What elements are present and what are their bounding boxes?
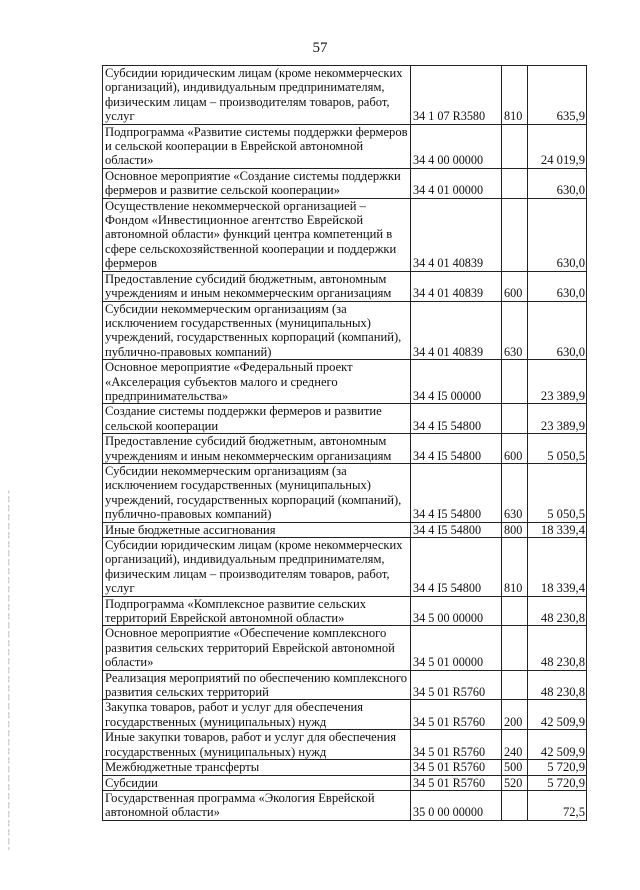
table-row [103,596,587,626]
row-amount: 23 389,9 [528,360,587,404]
row-name: Основное мероприятие «Федеральный проект «Акселерация субъектов малого и среднего предпринимательства» [103,360,411,404]
row-amount: 630,0 [528,198,587,271]
row-expense-type: 600 [502,434,528,464]
row-expense-type: 810 [502,538,528,597]
row-expense-type: 600 [502,271,528,301]
binding-margin-marks: ¦ ¦ ¦ ¦ ¦ ¦ ¦ ¦ ¦ ¦ ¦ ¦ ¦ ¦ ¦ ¦ ¦ ¦ ¦ ¦ ¦ ¦ ¦ ¦ ¦ ¦ ¦ ¦ ¦ ¦ ¦ ¦ ¦ ¦ ¦ ¦ ¦ ¦ ¦ ¦ [8,489,10,850]
row-amount: 5 050,5 [528,434,587,464]
row-amount: 630,0 [528,271,587,301]
row-code: 34 4 I5 54800 [411,404,502,434]
row-name: Иные бюджетные ассигнования [103,522,411,537]
budget-table [102,65,587,821]
row-name: Подпрограмма «Развитие системы поддержки фермеров и сельской кооперации в Еврейской автономной области» [103,124,411,168]
row-expense-type [502,670,528,700]
table-row [103,271,587,301]
row-expense-type [502,790,528,820]
table-row [103,168,587,198]
row-code: 34 4 01 00000 [411,168,502,198]
row-amount: 42 509,9 [528,730,587,760]
table-row [103,730,587,760]
row-expense-type [502,198,528,271]
table-row [103,198,587,271]
row-name: Закупка товаров, работ и услуг для обеспечения государственных (муниципальных) нужд [103,700,411,730]
row-name: Подпрограмма «Комплексное развитие сельских территорий Еврейской автономной области» [103,596,411,626]
row-code: 34 4 I5 54800 [411,538,502,597]
row-name: Субсидии юридическим лицам (кроме некоммерческих организаций), индивидуальным предпринимателям, физическим лицам – производителям товаров, работ, услуг [103,538,411,597]
row-name: Субсидии некоммерческим организациям (за исключением государственных (муниципальных) учреждений, государственных корпораций (компаний), публично-правовых компаний) [103,301,411,360]
row-amount: 48 230,8 [528,626,587,670]
table-row [103,700,587,730]
table-row [103,626,587,670]
row-expense-type [502,168,528,198]
row-amount: 5 720,9 [528,775,587,790]
row-name: Межбюджетные трансферты [103,760,411,775]
row-amount: 72,5 [528,790,587,820]
table-row [103,760,587,775]
row-amount: 5 720,9 [528,760,587,775]
row-code: 34 4 I5 54800 [411,434,502,464]
row-code: 34 4 01 40839 [411,271,502,301]
row-code: 34 4 00 00000 [411,124,502,168]
table-row [103,538,587,597]
table-row [103,775,587,790]
row-name: Осуществление некоммерческой организацией – Фондом «Инвестиционное агентство Еврейской автономной области» функций центра компетенций в сфере сельскохозяйственной кооперации и поддержки фермеров [103,198,411,271]
row-name: Основное мероприятие «Обеспечение комплексного развития сельских территорий Еврейской автономной области» [103,626,411,670]
table-row [103,463,587,522]
table-row [103,124,587,168]
row-amount: 635,9 [528,66,587,125]
row-amount: 23 389,9 [528,404,587,434]
row-name: Субсидии юридическим лицам (кроме некоммерческих организаций), индивидуальным предпринимателям, физическим лицам – производителям товаров, работ, услуг [103,66,411,125]
table-row [103,66,587,125]
row-amount: 630,0 [528,168,587,198]
row-code: 34 5 00 00000 [411,596,502,626]
table-row [103,301,587,360]
row-expense-type: 800 [502,522,528,537]
row-amount: 18 339,4 [528,522,587,537]
row-name: Государственная программа «Экология Еврейской автономной области» [103,790,411,820]
row-code: 34 5 01 R5760 [411,760,502,775]
row-expense-type: 520 [502,775,528,790]
row-code: 34 5 01 R5760 [411,670,502,700]
row-amount: 18 339,4 [528,538,587,597]
row-amount: 630,0 [528,301,587,360]
table-row [103,790,587,820]
row-expense-type: 500 [502,760,528,775]
row-name: Субсидии [103,775,411,790]
row-name: Предоставление субсидий бюджетным, автономным учреждениям и иным некоммерческим организациям [103,434,411,464]
table-row [103,670,587,700]
row-name: Иные закупки товаров, работ и услуг для обеспечения государственных (муниципальных) нужд [103,730,411,760]
row-code: 34 4 I5 54800 [411,463,502,522]
row-code: 34 5 01 R5760 [411,775,502,790]
row-code: 34 1 07 R3580 [411,66,502,125]
row-code: 34 5 01 R5760 [411,700,502,730]
row-code: 34 4 01 40839 [411,301,502,360]
row-name: Основное мероприятие «Создание системы поддержки фермеров и развитие сельской кооперации» [103,168,411,198]
row-expense-type [502,596,528,626]
row-name: Предоставление субсидий бюджетным, автономным учреждениям и иным некоммерческим организациям [103,271,411,301]
page-number: 57 [312,40,328,56]
row-amount: 48 230,8 [528,670,587,700]
row-name: Создание системы поддержки фермеров и развитие сельской кооперации [103,404,411,434]
row-code: 34 5 01 R5760 [411,730,502,760]
row-amount: 24 019,9 [528,124,587,168]
row-code: 35 0 00 00000 [411,790,502,820]
row-expense-type [502,626,528,670]
row-expense-type [502,360,528,404]
row-expense-type [502,404,528,434]
row-code: 34 4 I5 54800 [411,522,502,537]
row-code: 34 4 I5 00000 [411,360,502,404]
row-name: Реализация мероприятий по обеспечению комплексного развития сельских территорий [103,670,411,700]
table-row [103,434,587,464]
row-expense-type: 630 [502,301,528,360]
table-row [103,404,587,434]
budget-table-body [103,66,587,821]
row-expense-type: 810 [502,66,528,125]
row-code: 34 4 01 40839 [411,198,502,271]
row-code: 34 5 01 00000 [411,626,502,670]
row-amount: 42 509,9 [528,700,587,730]
table-row [103,360,587,404]
row-amount: 48 230,8 [528,596,587,626]
row-expense-type: 200 [502,700,528,730]
row-expense-type: 240 [502,730,528,760]
row-expense-type [502,124,528,168]
table-row [103,522,587,537]
row-amount: 5 050,5 [528,463,587,522]
row-expense-type: 630 [502,463,528,522]
row-name: Субсидии некоммерческим организациям (за исключением государственных (муниципальных) учреждений, государственных корпораций (компаний), публично-правовых компаний) [103,463,411,522]
